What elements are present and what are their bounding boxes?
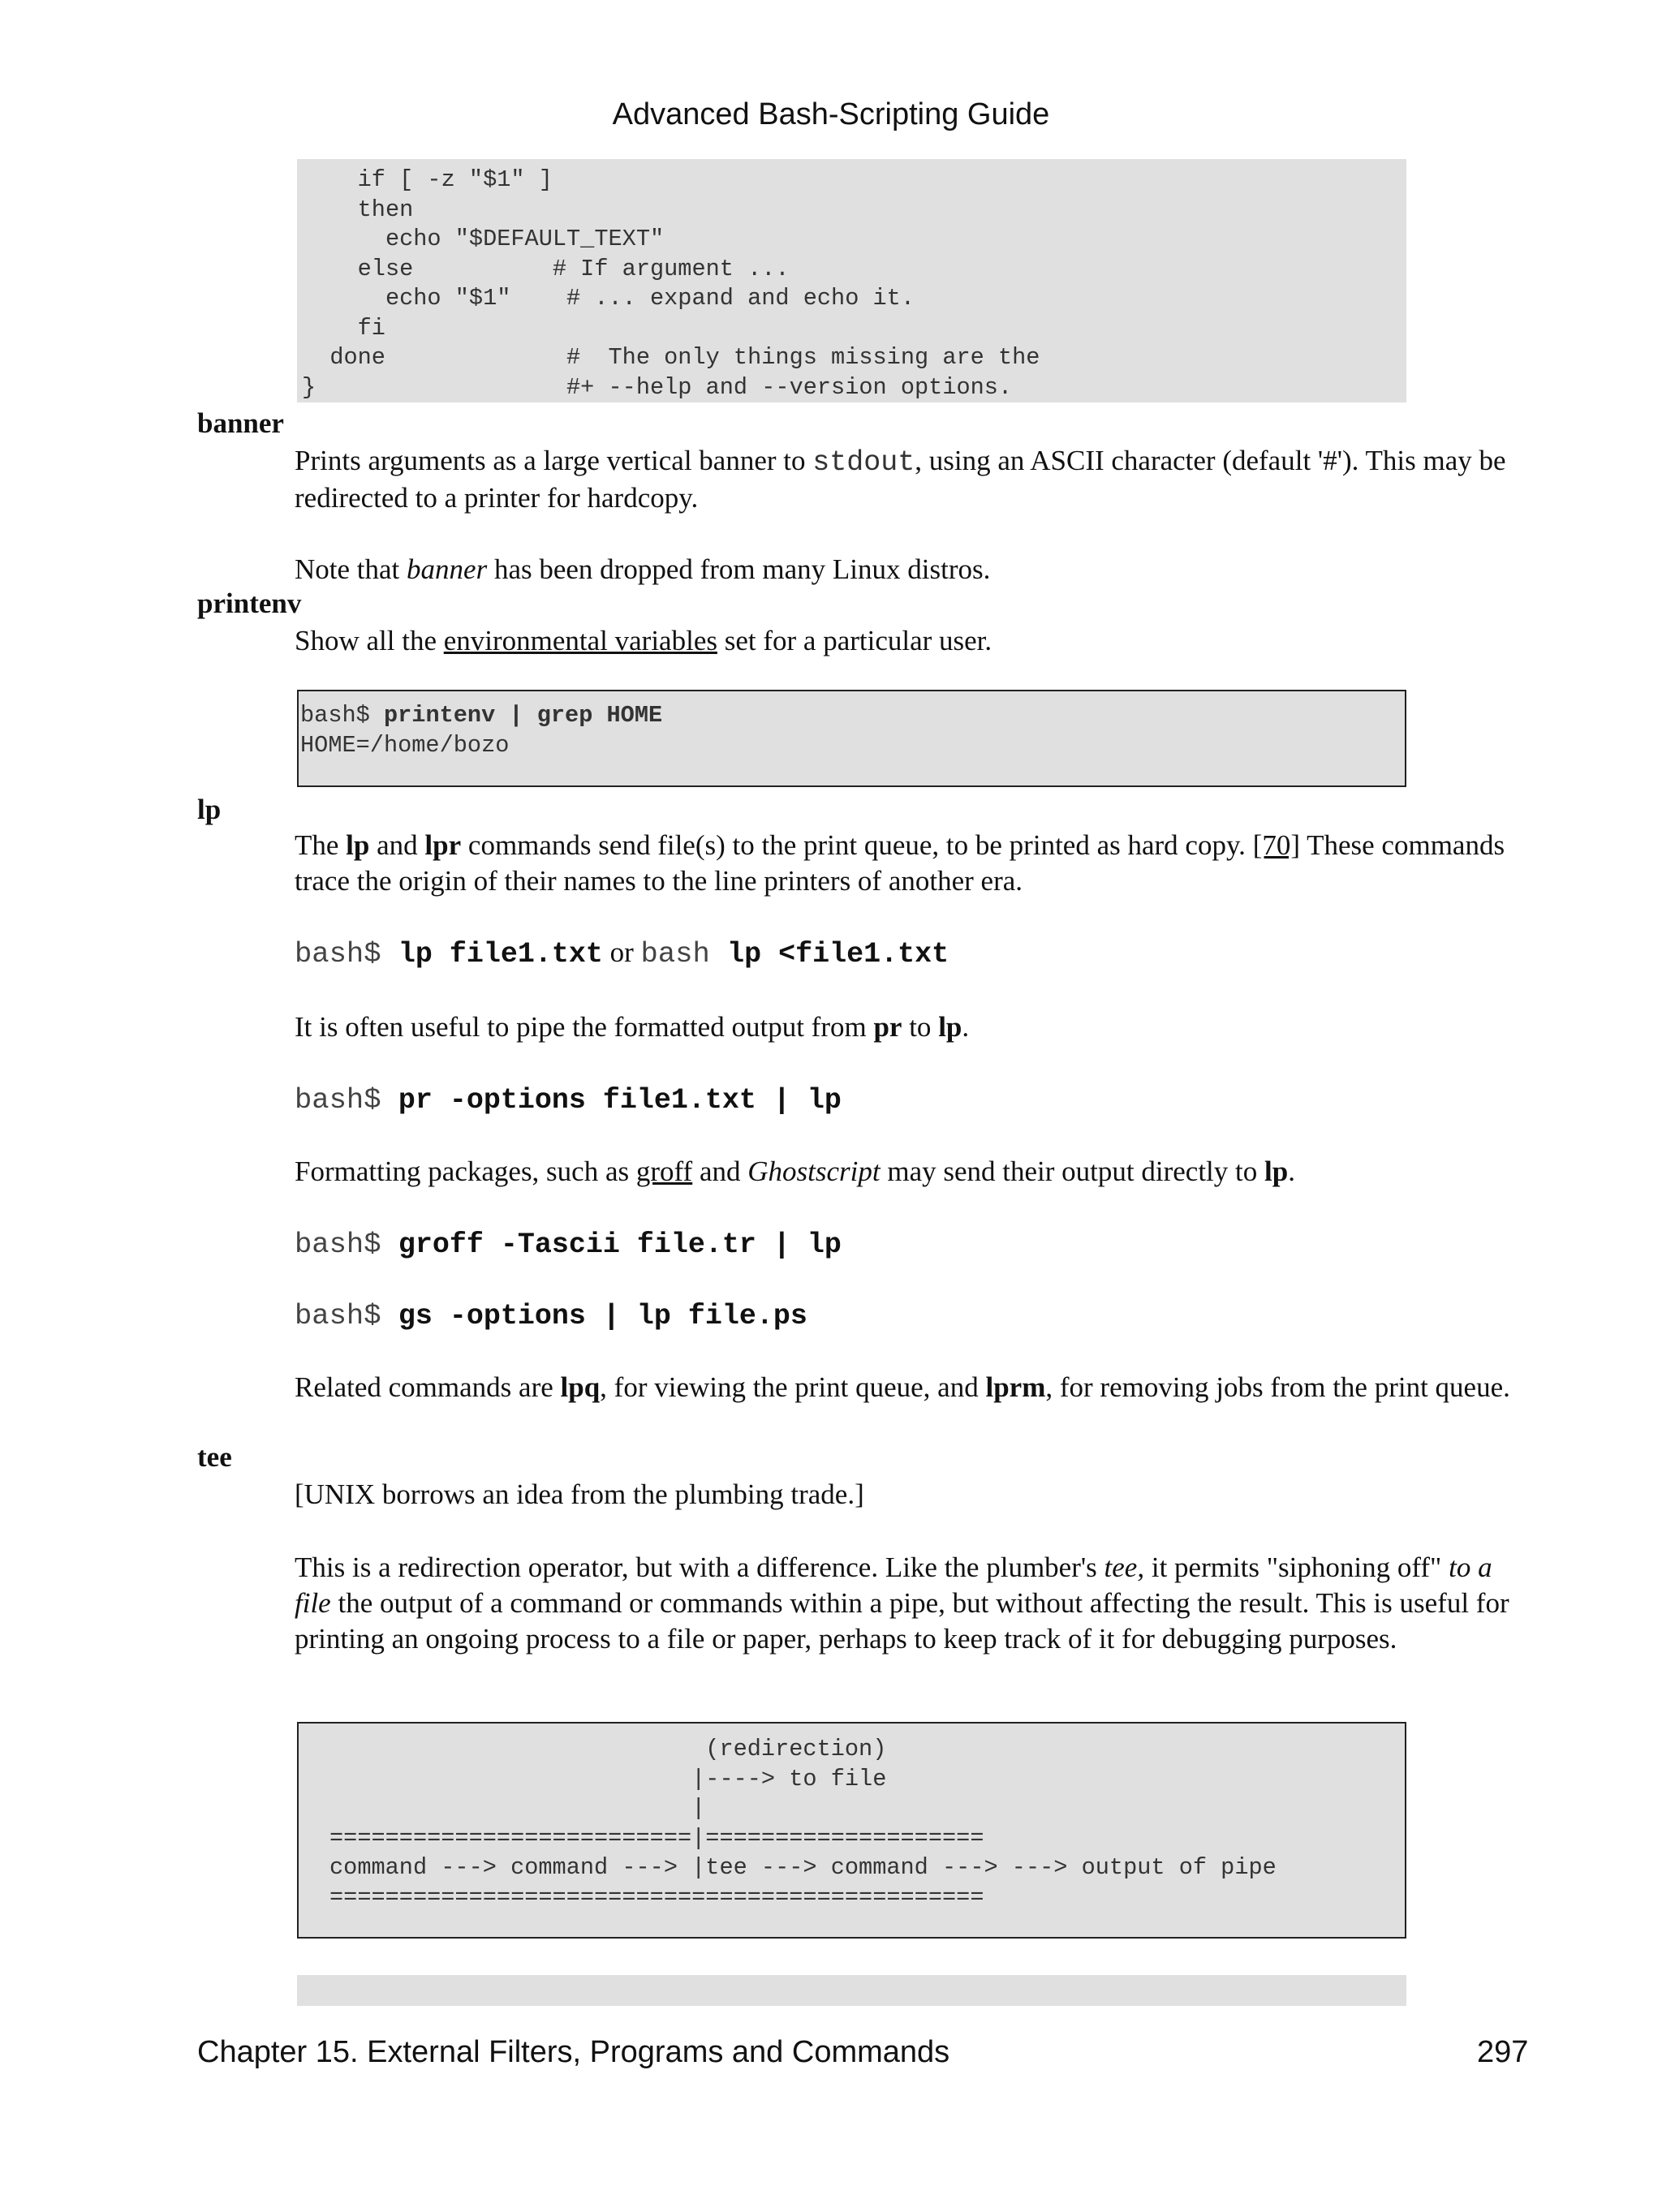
footnote-link-70[interactable]: [70] bbox=[1252, 829, 1300, 861]
tee-intro: [UNIX borrows an idea from the plumbing trade.] bbox=[295, 1478, 864, 1510]
code-block-printenv: bash$ printenv | grep HOME HOME=/home/bozo bbox=[297, 690, 1406, 787]
lp-description: The lp and lpr commands send file(s) to the print queue, to be printed as hard copy. [70] These commands trace the origin of their names to the line printers of another era. bbox=[295, 829, 1505, 897]
link-groff[interactable]: groff bbox=[635, 1155, 693, 1187]
formatting-packages-note: Formatting packages, such as groff and Ghostscript may send their output directly to lp. bbox=[295, 1155, 1295, 1187]
groff-command-example: bash$ groff -Tascii file.tr | lp bbox=[295, 1228, 842, 1261]
code-block-script-tail: if [ -z "$1" ] then echo "$DEFAULT_TEXT" else # If argument ... echo "$1" # ... expand and echo it. fi done # The only things missing are the } #+ --help and --version options. bbox=[297, 159, 1406, 402]
term-lp: lp bbox=[197, 794, 222, 825]
next-code-block-start bbox=[297, 1975, 1406, 2006]
term-printenv: printenv bbox=[197, 587, 302, 619]
tee-description: This is a redirection operator, but with a difference. Like the plumber's tee, it permits "siphoning off" to a file the output of a command or commands within a pipe, but without affecting the result. This is useful for printing an ongoing process to a file or paper, perhaps to keep track of it for debugging purposes. bbox=[295, 1551, 1509, 1655]
related-commands-note: Related commands are lpq, for viewing the print queue, and lprm, for removing jobs from the print queue. bbox=[295, 1371, 1510, 1403]
page-header: Advanced Bash-Scripting Guide bbox=[612, 97, 1050, 131]
lp-command-example: bash$ lp file1.txt or bash lp <file1.txt bbox=[295, 936, 949, 970]
lp-pipe-note: It is often useful to pipe the formatted output from pr to lp. bbox=[295, 1011, 970, 1043]
printenv-description: Show all the environmental variables set for a particular user. bbox=[295, 625, 992, 656]
pr-command-example: bash$ pr -options file1.txt | lp bbox=[295, 1083, 842, 1117]
footer-page-number: 297 bbox=[1477, 2035, 1529, 2069]
banner-description: Prints arguments as a large vertical banner to stdout, using an ASCII character (default '#'). This may be redirected to a printer for hardcopy. bbox=[295, 445, 1506, 514]
gs-command-example: bash$ gs -options | lp file.ps bbox=[295, 1299, 807, 1332]
footer-chapter: Chapter 15. External Filters, Programs and Commands bbox=[197, 2035, 950, 2069]
term-banner: banner bbox=[197, 407, 284, 439]
link-environmental-variables[interactable]: environmental variables bbox=[443, 625, 717, 656]
tee-diagram: (redirection) |----> to file | ==========================|==================== command ---> command ---> |tee ---> command ---> ---> output of pipe =============================================== bbox=[297, 1722, 1406, 1939]
term-tee: tee bbox=[197, 1441, 232, 1473]
banner-note: Note that banner has been dropped from many Linux distros. bbox=[295, 553, 991, 585]
